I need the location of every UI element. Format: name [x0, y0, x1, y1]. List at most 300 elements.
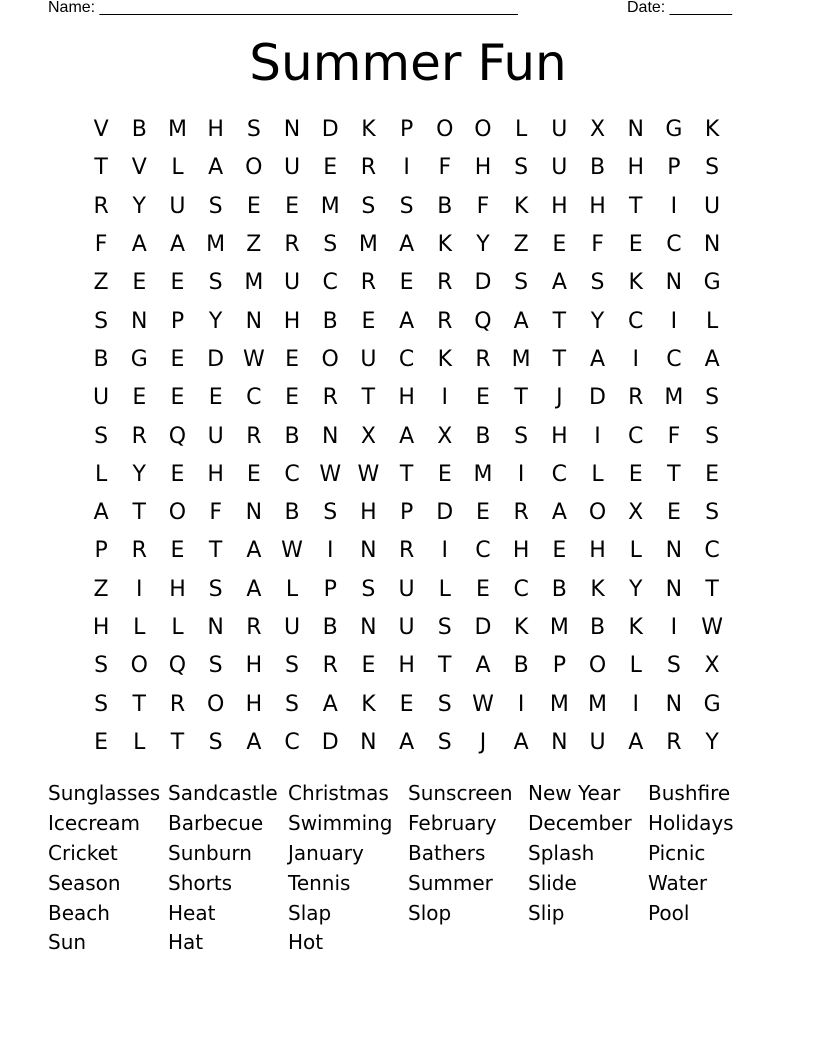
grid-letter: E	[361, 653, 376, 679]
grid-letter: S	[361, 193, 376, 219]
word-list-item: Heat	[168, 900, 216, 925]
grid-letter: J	[556, 385, 563, 411]
grid-letter: M	[511, 346, 531, 372]
grid-letter: C	[322, 270, 338, 296]
grid-letter: E	[132, 385, 147, 411]
grid-letter: B	[551, 576, 567, 602]
grid-letter: I	[517, 691, 525, 717]
word-list-item: Sandcastle	[168, 781, 278, 806]
grid-letter: N	[551, 729, 568, 755]
grid-letter: I	[670, 193, 678, 219]
grid-letter: E	[399, 691, 414, 717]
grid-letter: T	[628, 193, 643, 219]
word-list-item: Slap	[288, 900, 332, 925]
grid-letter: B	[322, 308, 338, 334]
page-title: Summer Fun	[249, 34, 567, 92]
grid-row	[82, 417, 732, 455]
word-list-item: Slop	[408, 900, 452, 925]
grid-letter: E	[170, 385, 185, 411]
grid-row	[82, 188, 732, 226]
grid-letter: Z	[246, 232, 262, 258]
grid-letter: B	[589, 615, 606, 640]
grid-letter: A	[322, 691, 338, 717]
word-list-item: Barbecue	[168, 811, 264, 836]
grid-row	[82, 149, 732, 187]
grid-letter: C	[284, 729, 300, 755]
grid-letter: Z	[93, 270, 109, 296]
grid-letter: F	[209, 500, 222, 526]
word-list-item: Water	[648, 870, 708, 895]
grid-letter: R	[398, 538, 415, 564]
grid-letter: E	[285, 346, 299, 372]
grid-letter: K	[628, 270, 643, 296]
grid-letter: P	[170, 308, 185, 334]
grid-letter: S	[705, 500, 720, 526]
grid-row	[82, 379, 732, 417]
word-list-row	[48, 868, 788, 898]
grid-letter: I	[594, 423, 601, 449]
grid-letter: E	[170, 461, 185, 487]
grid-letter: U	[704, 193, 721, 219]
grid-letter: T	[132, 500, 146, 526]
grid-letter: S	[514, 423, 529, 449]
grid-letter: C	[666, 232, 682, 258]
grid-letter: E	[323, 155, 338, 181]
grid-letter: L	[285, 576, 299, 602]
grid-letter: S	[285, 653, 300, 679]
grid-letter: A	[590, 346, 606, 372]
grid-letter: R	[513, 500, 529, 526]
grid-letter: H	[92, 615, 110, 640]
grid-letter: K	[437, 346, 452, 372]
grid-letter: N	[360, 615, 377, 640]
grid-letter: Y	[132, 461, 146, 487]
grid-letter: E	[208, 385, 223, 411]
grid-letter: G	[703, 270, 721, 296]
grid-letter: H	[589, 538, 606, 564]
grid-letter: H	[207, 461, 224, 487]
grid-letter: N	[665, 270, 683, 296]
word-list-row	[48, 779, 788, 809]
word-list-row	[48, 839, 788, 869]
word-list-item: Bathers	[408, 840, 486, 865]
word-list-item: Tennis	[288, 870, 351, 895]
grid-letter: E	[628, 232, 643, 258]
grid-letter: P	[94, 538, 108, 564]
grid-letter: M	[549, 691, 569, 717]
grid-letter: Y	[476, 232, 490, 258]
grid-letter: U	[93, 385, 110, 411]
grid-letter: P	[399, 117, 414, 143]
grid-letter: T	[705, 576, 719, 602]
grid-letter: T	[438, 653, 452, 679]
grid-letter: C	[513, 576, 529, 602]
grid-row	[82, 532, 732, 570]
grid-letter: N	[207, 615, 224, 640]
grid-letter: E	[170, 538, 185, 564]
grid-letter: T	[552, 346, 567, 372]
grid-letter: N	[283, 117, 301, 143]
word-list-item: Slip	[528, 900, 565, 925]
grid-letter: A	[551, 270, 567, 296]
grid-letter: I	[441, 538, 449, 564]
grid-letter: D	[321, 117, 339, 143]
grid-letter: N	[360, 538, 377, 564]
grid-letter: G	[703, 691, 721, 717]
grid-letter: A	[704, 346, 720, 372]
grid-row	[82, 341, 732, 379]
grid-letter: Y	[628, 576, 643, 602]
grid-letter: H	[551, 193, 568, 219]
grid-letter: F	[438, 155, 452, 181]
grid-letter: H	[283, 308, 301, 334]
grid-letter: B	[322, 615, 338, 640]
grid-letter: A	[169, 232, 185, 258]
grid-row	[82, 571, 732, 609]
grid-letter: D	[321, 729, 339, 755]
grid-letter: N	[627, 117, 644, 143]
grid-letter: O	[130, 653, 148, 679]
grid-letter: S	[94, 691, 109, 717]
grid-letter: F	[667, 423, 681, 449]
grid-letter: L	[171, 615, 184, 640]
grid-letter: L	[171, 155, 184, 181]
word-list-item: Sunscreen	[408, 781, 513, 806]
grid-letter: R	[93, 193, 109, 219]
grid-letter: U	[207, 423, 224, 449]
grid-letter: S	[590, 270, 605, 296]
grid-row	[82, 264, 732, 302]
grid-letter: E	[628, 461, 643, 487]
grid-letter: L	[94, 461, 108, 487]
word-list-item: Pool	[648, 900, 690, 925]
grid-letter: A	[399, 729, 415, 755]
grid-letter: E	[476, 576, 490, 602]
grid-letter: B	[284, 423, 300, 449]
grid-letter: C	[628, 308, 644, 334]
grid-letter: Z	[93, 576, 109, 602]
grid-letter: K	[361, 117, 376, 143]
grid-letter: R	[322, 653, 338, 679]
grid-letter: U	[283, 155, 301, 181]
grid-letter: Y	[590, 308, 605, 334]
grid-letter: E	[552, 232, 567, 258]
grid-letter: T	[667, 461, 681, 487]
grid-letter: I	[670, 308, 678, 334]
grid-letter: I	[326, 538, 334, 564]
word-list-item: New Year	[528, 781, 621, 806]
word-list-item: January	[288, 840, 364, 865]
grid-letter: A	[93, 500, 109, 526]
word-list-item: Icecream	[48, 811, 141, 836]
word-list-item: Beach	[48, 900, 110, 925]
word-list-item: Sunglasses	[48, 781, 161, 806]
grid-letter: S	[323, 500, 338, 526]
grid-letter: T	[132, 691, 146, 717]
word-list-item: Season	[48, 870, 121, 895]
grid-letter: H	[207, 117, 224, 143]
grid-letter: L	[705, 308, 719, 334]
grid-letter: S	[208, 729, 223, 755]
grid-letter: S	[323, 232, 338, 258]
grid-letter: U	[551, 117, 568, 143]
grid-letter: J	[479, 729, 487, 755]
grid-letter: Y	[132, 193, 146, 219]
grid-letter: R	[360, 270, 377, 296]
grid-letter: A	[246, 576, 262, 602]
grid-letter: Q	[168, 653, 187, 679]
grid-letter: O	[245, 155, 263, 181]
grid-letter: R	[360, 155, 377, 181]
grid-letter: O	[588, 500, 607, 526]
word-list-item: February	[408, 811, 497, 836]
grid-letter: I	[670, 615, 678, 640]
grid-letter: U	[398, 615, 415, 640]
grid-letter: C	[246, 385, 262, 411]
word-list-item: Holidays	[648, 811, 734, 836]
grid-letter: I	[632, 691, 639, 717]
grid-letter: R	[284, 232, 300, 258]
grid-letter: B	[589, 155, 606, 181]
grid-letter: M	[588, 691, 608, 717]
grid-letter: B	[284, 500, 300, 526]
word-list	[48, 779, 788, 958]
grid-letter: W	[357, 461, 380, 487]
grid-letter: R	[322, 385, 338, 411]
grid-letter: I	[136, 576, 143, 602]
grid-letter: W	[319, 461, 342, 487]
grid-letter: L	[591, 461, 604, 487]
grid-letter: T	[399, 461, 414, 487]
word-list-item: Splash	[528, 840, 595, 865]
grid-row	[82, 302, 732, 340]
grid-letter: X	[589, 117, 606, 143]
grid-letter: P	[323, 576, 337, 602]
grid-letter: S	[514, 270, 529, 296]
grid-letter: A	[513, 729, 529, 755]
grid-letter: S	[399, 193, 414, 219]
grid-letter: T	[170, 729, 185, 755]
word-list-item: Bushfire	[648, 781, 731, 806]
grid-letter: O	[321, 346, 339, 372]
grid-letter: S	[666, 653, 681, 679]
grid-letter: K	[513, 193, 529, 219]
grid-letter: M	[320, 193, 340, 219]
grid-letter: E	[170, 346, 185, 372]
word-list-item: Cricket	[48, 840, 118, 865]
grid-row	[82, 685, 732, 723]
grid-letter: E	[246, 193, 261, 219]
grid-letter: C	[628, 423, 644, 449]
grid-letter: M	[664, 385, 684, 411]
grid-row	[82, 494, 732, 532]
grid-letter: M	[206, 232, 226, 258]
grid-letter: L	[629, 653, 642, 679]
grid-letter: M	[549, 615, 569, 640]
grid-letter: A	[246, 538, 262, 564]
grid-letter: S	[246, 117, 261, 143]
grid-letter: E	[552, 538, 567, 564]
grid-letter: M	[358, 232, 378, 258]
grid-letter: R	[628, 385, 644, 411]
grid-letter: N	[360, 729, 377, 755]
grid-letter: C	[398, 346, 415, 372]
grid-letter: E	[399, 270, 414, 296]
grid-letter: X	[628, 500, 644, 526]
name-field: Name: _______________________________________________	[48, 0, 518, 16]
grid-letter: E	[666, 500, 681, 526]
grid-letter: C	[666, 346, 682, 372]
grid-letter: H	[360, 500, 377, 526]
grid-letter: V	[131, 155, 147, 181]
grid-letter: H	[627, 155, 644, 181]
word-list-item: Shorts	[168, 870, 233, 895]
grid-letter: A	[208, 155, 224, 181]
grid-letter: D	[474, 615, 492, 640]
grid-letter: H	[169, 576, 186, 602]
grid-letter: S	[208, 653, 223, 679]
grid-letter: C	[475, 538, 491, 564]
grid-letter: C	[551, 461, 568, 487]
grid-letter: A	[513, 308, 529, 334]
grid-letter: H	[245, 691, 263, 717]
grid-letter: T	[94, 155, 108, 181]
grid-row	[82, 724, 732, 762]
grid-letter: R	[169, 691, 186, 717]
grid-letter: K	[704, 117, 720, 143]
grid-letter: H	[474, 155, 492, 181]
grid-letter: G	[130, 346, 148, 372]
grid-letter: T	[552, 308, 567, 334]
grid-row	[82, 456, 732, 494]
grid-letter: B	[513, 653, 529, 679]
grid-letter: N	[665, 538, 683, 564]
word-list-row	[48, 898, 788, 928]
grid-letter: O	[474, 117, 492, 143]
grid-letter: E	[246, 461, 261, 487]
grid-letter: S	[285, 691, 300, 717]
grid-letter: E	[94, 729, 109, 755]
grid-letter: U	[398, 576, 415, 602]
grid-row	[82, 226, 732, 264]
grid-letter: H	[245, 653, 263, 679]
grid-letter: N	[703, 232, 721, 258]
grid-letter: R	[131, 538, 147, 564]
grid-letter: I	[517, 461, 525, 487]
grid-letter: N	[665, 691, 683, 717]
grid-letter: K	[361, 691, 376, 717]
grid-letter: E	[132, 270, 147, 296]
grid-letter: E	[476, 385, 490, 411]
grid-letter: U	[360, 346, 377, 372]
grid-letter: O	[206, 691, 225, 717]
grid-letter: H	[589, 193, 606, 219]
grid-letter: U	[551, 155, 568, 181]
grid-letter: E	[476, 500, 490, 526]
date-field: Date: _______	[627, 0, 732, 16]
grid-letter: A	[246, 729, 262, 755]
grid-letter: S	[514, 155, 529, 181]
grid-letter: B	[93, 346, 109, 372]
grid-letter: D	[474, 270, 492, 296]
grid-letter: R	[131, 423, 147, 449]
grid-letter: A	[628, 729, 644, 755]
grid-letter: E	[437, 461, 452, 487]
grid-letter: R	[437, 270, 453, 296]
grid-letter: E	[705, 461, 720, 487]
grid-letter: S	[705, 423, 720, 449]
word-list-item: Sun	[48, 930, 87, 955]
word-list-item: Summer	[408, 870, 493, 895]
word-list-row	[48, 809, 788, 839]
grid-letter: R	[246, 423, 262, 449]
grid-letter: S	[94, 653, 109, 679]
word-list-item: Hat	[168, 930, 204, 955]
grid-letter: L	[515, 117, 528, 143]
grid-letter: A	[399, 423, 415, 449]
word-list-item: Sunburn	[168, 840, 252, 865]
grid-letter: E	[285, 193, 299, 219]
letter-grid	[82, 111, 732, 762]
grid-letter: R	[475, 346, 491, 372]
grid-letter: R	[246, 615, 262, 640]
grid-letter: X	[360, 423, 376, 449]
grid-letter: T	[514, 385, 528, 411]
grid-letter: Y	[705, 729, 719, 755]
grid-letter: M	[167, 117, 187, 143]
grid-letter: X	[704, 653, 720, 679]
grid-letter: F	[476, 193, 490, 219]
grid-letter: L	[133, 729, 146, 755]
grid-letter: O	[168, 500, 187, 526]
grid-letter: T	[208, 538, 223, 564]
word-list-item: Picnic	[648, 840, 706, 865]
grid-letter: E	[170, 270, 185, 296]
grid-letter: S	[94, 423, 109, 449]
grid-letter: S	[208, 270, 223, 296]
grid-letter: A	[399, 308, 415, 334]
grid-letter: T	[361, 385, 376, 411]
word-list-item: Slide	[528, 870, 577, 895]
grid-letter: Q	[474, 308, 492, 334]
grid-letter: N	[245, 500, 263, 526]
word-list-item: Swimming	[288, 811, 393, 836]
grid-letter: I	[403, 155, 410, 181]
grid-letter: Y	[208, 308, 223, 334]
grid-letter: C	[284, 461, 300, 487]
grid-letter: S	[437, 615, 452, 640]
grid-letter: H	[398, 653, 415, 679]
grid-letter: W	[242, 346, 265, 372]
grid-letter: S	[208, 576, 223, 602]
grid-letter: X	[437, 423, 453, 449]
grid-letter: P	[667, 155, 681, 181]
grid-letter: O	[588, 653, 607, 679]
grid-letter: H	[551, 423, 568, 449]
grid-letter: K	[628, 615, 643, 640]
grid-letter: E	[285, 385, 299, 411]
grid-letter: G	[665, 117, 683, 143]
grid-letter: S	[361, 576, 376, 602]
grid-letter: B	[437, 193, 453, 219]
grid-letter: B	[475, 423, 491, 449]
grid-letter: W	[472, 691, 494, 717]
word-list-item: Hot	[288, 930, 324, 955]
grid-row	[82, 647, 732, 685]
grid-letter: A	[551, 500, 567, 526]
grid-letter: P	[399, 500, 414, 526]
grid-letter: P	[552, 653, 566, 679]
